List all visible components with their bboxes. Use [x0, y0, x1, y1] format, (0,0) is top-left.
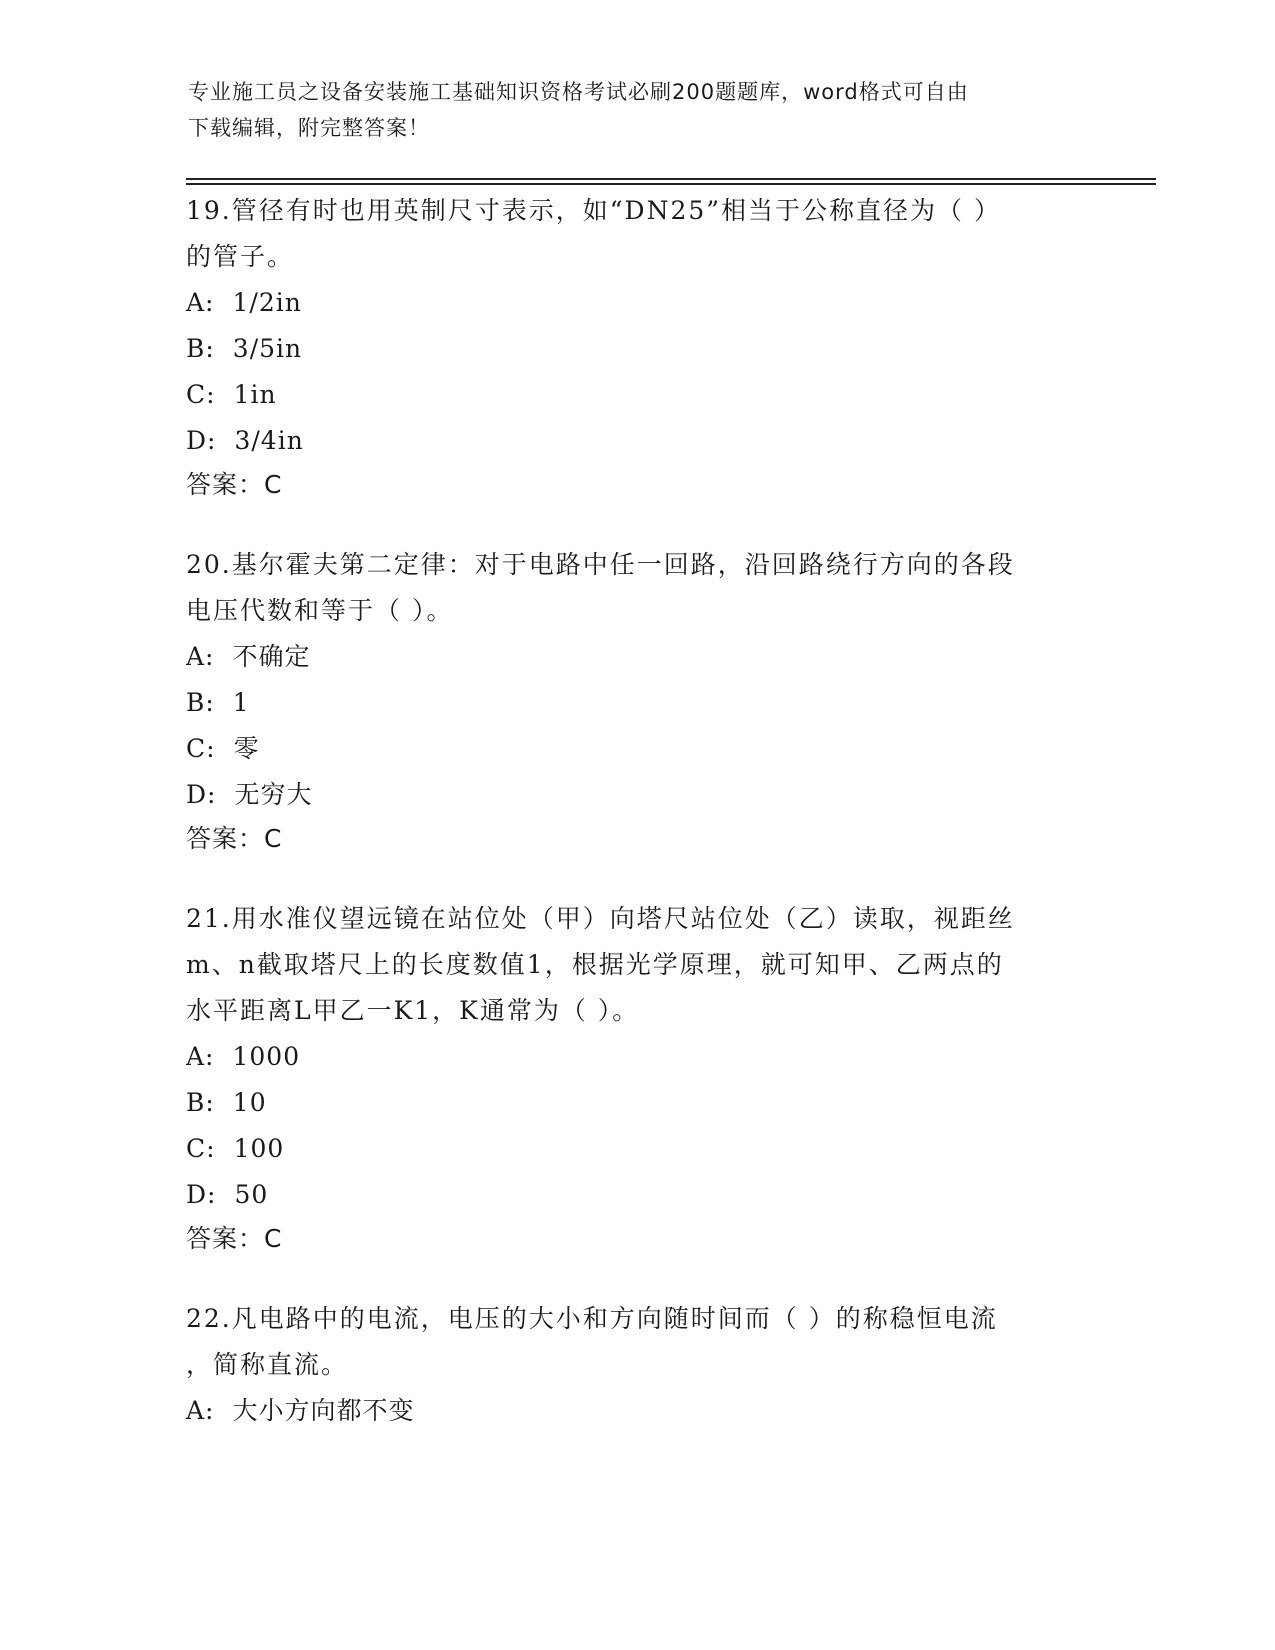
question-text-line: ，简称直流。	[186, 1350, 349, 1379]
option-letter: A:	[186, 642, 215, 671]
option-text: 100	[233, 1134, 285, 1163]
option-d	[186, 418, 1086, 464]
option-b	[186, 1080, 1086, 1126]
question-21	[186, 896, 1086, 1260]
option-letter: B:	[186, 1088, 215, 1117]
option-a	[186, 634, 1086, 680]
question-text-line: 22.凡电路中的电流，电压的大小和方向随时间而（ ）的称稳恒电流	[186, 1304, 998, 1333]
option-letter: C:	[186, 734, 216, 763]
header-divider-top	[186, 178, 1156, 180]
question-text-line: 20.基尔霍夫第二定律：对于电路中任一回路，沿回路绕行方向的各段	[186, 550, 1015, 579]
option-c	[186, 726, 1086, 772]
option-a	[186, 1388, 1086, 1434]
option-letter: C:	[186, 380, 216, 409]
option-b	[186, 326, 1086, 372]
answer-line: 答案：C	[186, 470, 283, 499]
option-text: 1000	[232, 1042, 301, 1071]
question-text-line: 的管子。	[186, 242, 295, 271]
option-text: 1in	[233, 380, 277, 409]
option-letter: A:	[186, 1396, 215, 1425]
option-a	[186, 1034, 1086, 1080]
answer-line: 答案：C	[186, 1224, 283, 1253]
option-text: 无穷大	[234, 780, 313, 809]
option-text: 3/5in	[232, 334, 303, 363]
option-letter: A:	[186, 288, 215, 317]
header-line-1: 专业施工员之设备安装施工基础知识资格考试必刷200题题库，word格式可自由	[188, 80, 969, 104]
question-text-line: 21.用水准仪望远镜在站位处（甲）向塔尺站位处（乙）读取，视距丝	[186, 904, 1015, 933]
option-letter: C:	[186, 1134, 216, 1163]
question-list	[186, 188, 1086, 1470]
question-20	[186, 542, 1086, 860]
option-text: 1	[232, 688, 250, 717]
option-letter: D:	[186, 780, 217, 809]
question-text-line: 19.管径有时也用英制尺寸表示，如“DN25”相当于公称直径为（ ）	[186, 196, 1001, 225]
header-line-2: 下载编辑，附完整答案！	[188, 116, 430, 140]
option-text: 50	[234, 1180, 269, 1209]
question-text-line: m、n截取塔尺上的长度数值1，根据光学原理，就可知甲、乙两点的	[186, 950, 1004, 979]
option-c	[186, 372, 1086, 418]
answer-line: 答案：C	[186, 824, 283, 853]
option-letter: D:	[186, 1180, 217, 1209]
option-text: 3/4in	[234, 426, 304, 455]
option-text: 不确定	[232, 642, 311, 671]
option-letter: D:	[186, 426, 217, 455]
question-22	[186, 1296, 1086, 1434]
document-header	[188, 74, 1088, 146]
option-a	[186, 280, 1086, 326]
option-text: 零	[233, 734, 260, 763]
question-text-line: 水平距离L甲乙一K1，K通常为（ ）。	[186, 996, 640, 1025]
option-d	[186, 772, 1086, 818]
question-text-line: 电压代数和等于（ ）。	[186, 596, 454, 625]
option-d	[186, 1172, 1086, 1218]
option-text: 大小方向都不变	[232, 1396, 415, 1425]
question-19	[186, 188, 1086, 506]
option-letter: A:	[186, 1042, 215, 1071]
option-c	[186, 1126, 1086, 1172]
option-letter: B:	[186, 688, 215, 717]
option-letter: B:	[186, 334, 215, 363]
option-b	[186, 680, 1086, 726]
header-divider-bottom	[186, 183, 1156, 185]
option-text: 10	[232, 1088, 267, 1117]
option-text: 1/2in	[232, 288, 302, 317]
